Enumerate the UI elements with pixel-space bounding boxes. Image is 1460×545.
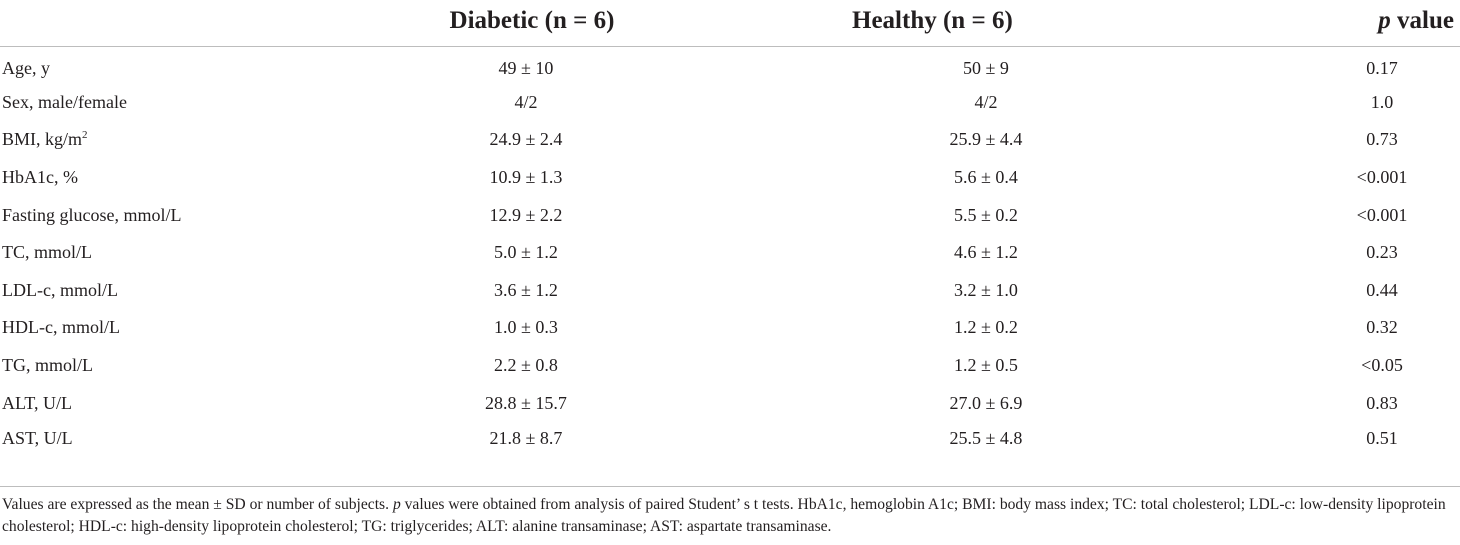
table-footnote bbox=[2, 494, 1458, 538]
cell-healthy: 5.6 ± 0.4 bbox=[954, 167, 1018, 188]
table-row bbox=[0, 121, 1460, 159]
table-row bbox=[0, 347, 1460, 385]
row-label bbox=[0, 234, 270, 272]
header-p-rest: value bbox=[1390, 6, 1454, 34]
cell-healthy: 27.0 ± 6.9 bbox=[949, 392, 1023, 413]
footnote-p-italic: p bbox=[392, 496, 401, 513]
cell-p-value: 0.32 bbox=[1366, 317, 1398, 338]
cell-healthy: 5.5 ± 0.2 bbox=[954, 204, 1018, 225]
table-row bbox=[0, 196, 1460, 234]
row-label-text: HDL-c, mmol/L bbox=[2, 317, 120, 338]
cell-diabetic: 4/2 bbox=[514, 91, 538, 112]
table-row bbox=[0, 159, 1460, 197]
header-empty bbox=[0, 0, 270, 46]
table-row bbox=[0, 84, 1460, 122]
header-p-value bbox=[1086, 0, 1460, 46]
cell-p-value: <0.001 bbox=[1356, 167, 1408, 188]
cell-p-value: 0.44 bbox=[1366, 279, 1398, 300]
row-label-text: LDL-c, mmol/L bbox=[2, 279, 118, 300]
row-label bbox=[0, 159, 270, 197]
cell-diabetic: 5.0 ± 1.2 bbox=[494, 242, 558, 263]
table-row bbox=[0, 46, 1460, 84]
cell-healthy: 3.2 ± 1.0 bbox=[954, 279, 1018, 300]
row-label bbox=[0, 309, 270, 347]
row-label-text: TC, mmol/L bbox=[2, 242, 92, 263]
cell-healthy: 25.9 ± 4.4 bbox=[949, 129, 1023, 150]
row-label-text: BMI, kg/m bbox=[2, 129, 83, 150]
cell-p-value: 0.83 bbox=[1366, 392, 1398, 413]
row-label-text: HbA1c, % bbox=[2, 167, 78, 188]
row-label bbox=[0, 272, 270, 310]
row-label bbox=[0, 422, 270, 468]
row-label-text: Age, y bbox=[2, 57, 50, 78]
cell-p-value: <0.001 bbox=[1356, 204, 1408, 225]
row-label bbox=[0, 347, 270, 385]
table-header-row bbox=[0, 0, 1460, 46]
cell-p-value: 1.0 bbox=[1370, 91, 1394, 112]
cell-healthy: 4.6 ± 1.2 bbox=[954, 242, 1018, 263]
table-bottom-rule bbox=[0, 486, 1460, 487]
cell-diabetic: 12.9 ± 2.2 bbox=[489, 204, 563, 225]
row-label-text: TG, mmol/L bbox=[2, 355, 93, 376]
table-row bbox=[0, 309, 1460, 347]
table-row bbox=[0, 384, 1460, 422]
header-p-italic: p bbox=[1378, 6, 1391, 34]
table-row bbox=[0, 234, 1460, 272]
cell-p-value: 0.17 bbox=[1366, 57, 1398, 78]
cell-p-value: 0.73 bbox=[1366, 129, 1398, 150]
cell-diabetic: 49 ± 10 bbox=[498, 57, 554, 78]
cell-diabetic: 28.8 ± 15.7 bbox=[485, 392, 567, 413]
cell-p-value: 0.23 bbox=[1366, 242, 1398, 263]
row-label-text: Sex, male/female bbox=[2, 91, 127, 112]
header-healthy: Healthy (n = 6) bbox=[734, 0, 1086, 46]
header-diabetic: Diabetic (n = 6) bbox=[270, 0, 734, 46]
footnote-part1: Values are expressed as the mean ± SD or number of subjects. bbox=[2, 496, 393, 513]
row-label bbox=[0, 384, 270, 422]
cell-diabetic: 10.9 ± 1.3 bbox=[489, 167, 563, 188]
row-label bbox=[0, 84, 270, 122]
cell-diabetic: 1.0 ± 0.3 bbox=[494, 317, 558, 338]
cell-healthy: 4/2 bbox=[974, 91, 998, 112]
row-label bbox=[0, 196, 270, 234]
cell-p-value: <0.05 bbox=[1361, 355, 1403, 376]
cell-healthy: 25.5 ± 4.8 bbox=[949, 428, 1023, 449]
row-label-text: Fasting glucose, mmol/L bbox=[2, 204, 182, 225]
footnote-part2: values were obtained from analysis of paired Student’ s t tests. HbA1c, hemoglobin A1c; BMI: body mass index; TC: total cholesterol; LDL-c: low-density lipoprotein cholesterol; HDL-c: high-density lipoprotein cholesterol; TG: triglycerides; ALT: alanine transaminase; AST: aspartate transaminase. bbox=[2, 496, 1446, 535]
cell-diabetic: 2.2 ± 0.8 bbox=[494, 355, 558, 376]
row-label-text: ALT, U/L bbox=[2, 392, 72, 413]
cell-p-value: 0.51 bbox=[1366, 428, 1398, 449]
cell-healthy: 1.2 ± 0.5 bbox=[954, 355, 1018, 376]
row-label bbox=[0, 46, 270, 84]
row-label-text: AST, U/L bbox=[2, 428, 73, 449]
row-label bbox=[0, 121, 270, 159]
cell-diabetic: 21.8 ± 8.7 bbox=[489, 428, 563, 449]
table-row bbox=[0, 272, 1460, 310]
table-row bbox=[0, 422, 1460, 468]
cell-diabetic: 3.6 ± 1.2 bbox=[494, 279, 558, 300]
cell-healthy: 1.2 ± 0.2 bbox=[954, 317, 1018, 338]
cell-healthy: 50 ± 9 bbox=[963, 57, 1009, 78]
row-label-superscript: 2 bbox=[82, 129, 88, 142]
cell-diabetic: 24.9 ± 2.4 bbox=[489, 129, 563, 150]
